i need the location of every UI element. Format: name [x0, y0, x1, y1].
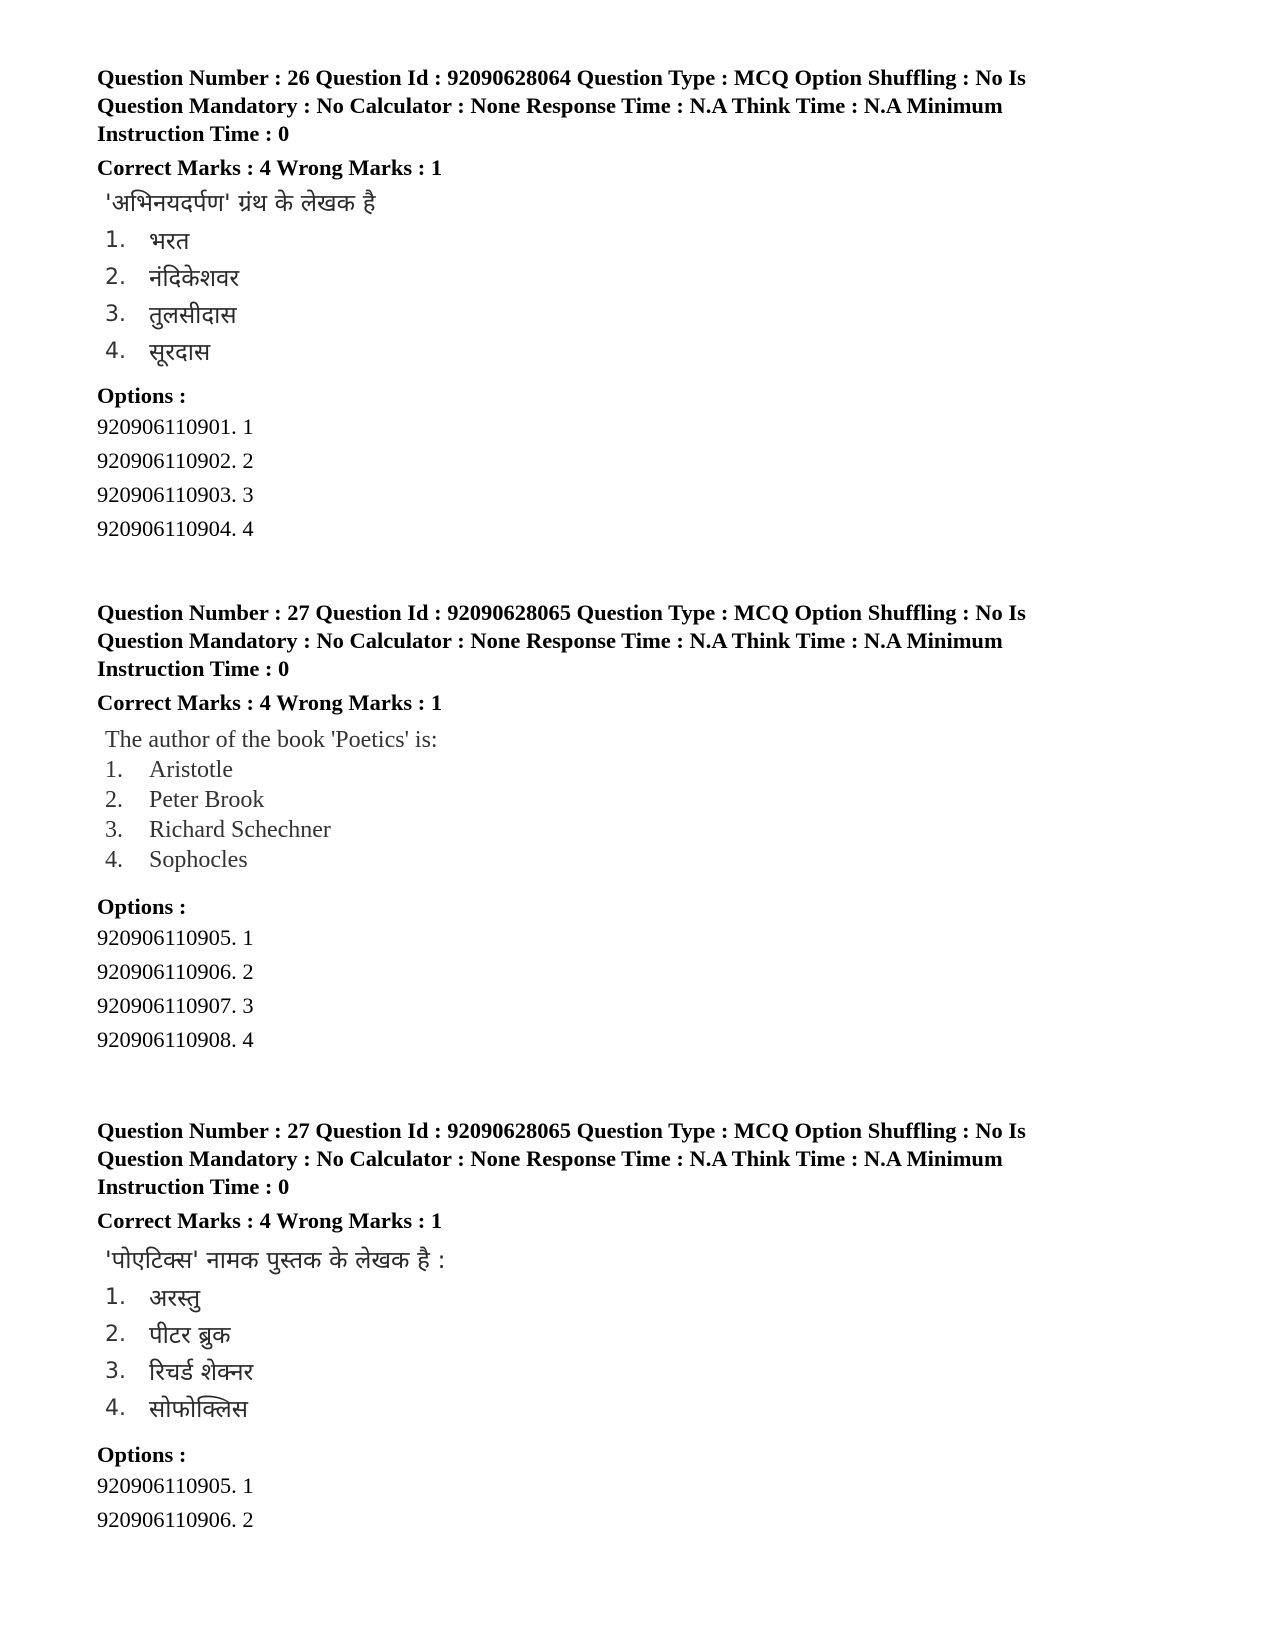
question-meta-line: Question Mandatory : No Calculator : None Response Time : N.A Think Time : N.A Minimum — [97, 628, 1003, 653]
choice-number: 4. — [105, 847, 123, 873]
option-item: 920906110903. 3 — [97, 482, 254, 507]
choice-text: भरत — [149, 226, 190, 255]
marks-line: Correct Marks : 4 Wrong Marks : 1 — [97, 690, 443, 715]
choice-text: नंदिकेशवर — [149, 263, 240, 292]
options-label: Options : — [97, 894, 187, 919]
question-meta-line: Instruction Time : 0 — [97, 1174, 290, 1199]
option-item: 920906110905. 1 — [97, 1473, 254, 1498]
options-list — [97, 410, 1177, 546]
question-meta-line: Question Mandatory : No Calculator : None Response Time : N.A Think Time : N.A Minimum — [97, 1146, 1003, 1171]
choice-text: अरस्तु — [149, 1283, 201, 1312]
choice-item — [105, 845, 1177, 875]
choice-number: 2. — [105, 787, 123, 813]
choice-item — [105, 1390, 1177, 1427]
choice-text: Sophocles — [149, 847, 248, 873]
option-item: 920906110907. 3 — [97, 993, 254, 1018]
options-list — [97, 921, 1177, 1057]
choice-item — [105, 296, 1177, 333]
choice-number: 2. — [105, 264, 126, 290]
options-label: Options : — [97, 1442, 187, 1467]
choice-text: सोफोक्लिस — [149, 1394, 248, 1423]
option-item: 920906110908. 4 — [97, 1027, 254, 1052]
choice-number: 2. — [105, 1321, 126, 1347]
question-meta-line: Question Number : 27 Question Id : 92090628065 Question Type : MCQ Option Shuffling : No Is — [97, 600, 1026, 625]
question-body — [105, 725, 1177, 875]
question-block-27-hindi — [97, 1117, 1177, 1537]
option-item: 920906110904. 4 — [97, 516, 254, 541]
choice-text: Aristotle — [149, 757, 233, 783]
question-block-26 — [97, 64, 1177, 546]
choice-text: रिचर्ड शेक्नर — [149, 1357, 254, 1386]
question-block-27-english — [97, 599, 1177, 1057]
question-stem: The author of the book 'Poetics' is: — [105, 727, 438, 753]
choice-number: 4. — [105, 338, 126, 364]
question-meta-line: Instruction Time : 0 — [97, 656, 290, 681]
marks-line: Correct Marks : 4 Wrong Marks : 1 — [97, 155, 443, 180]
choice-number: 3. — [105, 301, 126, 327]
choice-item — [105, 785, 1177, 815]
marks-line: Correct Marks : 4 Wrong Marks : 1 — [97, 1208, 443, 1233]
choice-item — [105, 222, 1177, 259]
choice-number: 1. — [105, 227, 126, 253]
options-list — [97, 1469, 1177, 1537]
choice-text: Peter Brook — [149, 787, 265, 813]
question-body — [105, 1243, 1177, 1427]
option-item: 920906110905. 1 — [97, 925, 254, 950]
choice-number: 1. — [105, 1284, 126, 1310]
choice-item — [105, 815, 1177, 845]
choice-item — [105, 1279, 1177, 1316]
choice-number: 3. — [105, 817, 123, 843]
choice-item — [105, 755, 1177, 785]
question-body — [105, 186, 1177, 370]
choice-item — [105, 1316, 1177, 1353]
option-item: 920906110906. 2 — [97, 959, 254, 984]
question-meta-line: Question Number : 26 Question Id : 92090628064 Question Type : MCQ Option Shuffling : No Is — [97, 65, 1026, 90]
choice-text: सूरदास — [149, 337, 211, 366]
choice-item — [105, 1353, 1177, 1390]
choice-item — [105, 333, 1177, 370]
question-meta-line: Instruction Time : 0 — [97, 121, 290, 146]
option-item: 920906110906. 2 — [97, 1507, 254, 1532]
choice-text: तुलसीदास — [149, 300, 237, 329]
choice-item — [105, 259, 1177, 296]
choice-number: 4. — [105, 1395, 126, 1421]
options-label: Options : — [97, 383, 187, 408]
option-item: 920906110902. 2 — [97, 448, 254, 473]
question-stem: 'अभिनयदर्पण' ग्रंथ के लेखक है — [105, 189, 376, 217]
choice-text: पीटर ब्रुक — [149, 1320, 231, 1349]
choice-number: 3. — [105, 1358, 126, 1384]
question-meta-line: Question Number : 27 Question Id : 92090628065 Question Type : MCQ Option Shuffling : No Is — [97, 1118, 1026, 1143]
question-meta-line: Question Mandatory : No Calculator : None Response Time : N.A Think Time : N.A Minimum — [97, 93, 1003, 118]
question-stem: 'पोएटिक्स' नामक पुस्तक के लेखक है : — [105, 1246, 446, 1274]
choice-text: Richard Schechner — [149, 817, 331, 843]
choice-number: 1. — [105, 757, 123, 783]
option-item: 920906110901. 1 — [97, 414, 254, 439]
